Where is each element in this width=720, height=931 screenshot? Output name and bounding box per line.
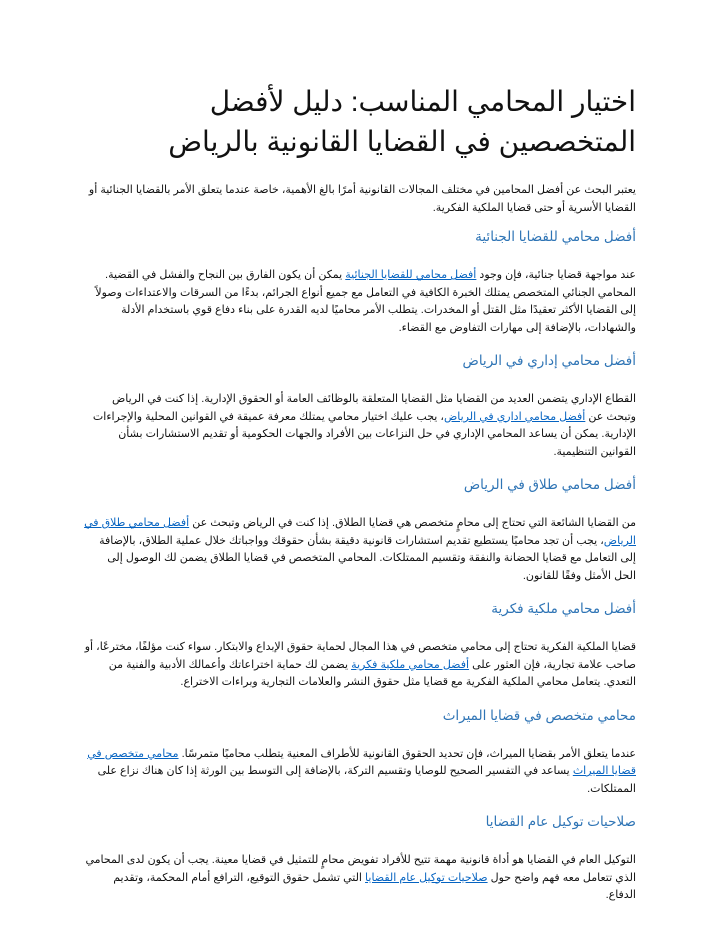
section-administrative-lawyer bbox=[84, 351, 636, 461]
paragraph-text: من القضايا الشائعة التي تحتاج إلى محامٍ متخصص هي قضايا الطلاق. إذا كنت في الرياض وتبحث عن bbox=[189, 517, 636, 529]
section-paragraph bbox=[84, 639, 636, 692]
divorce-lawyer-link[interactable]: أفضل محامي طلاق في الرياض bbox=[84, 517, 636, 547]
section-paragraph bbox=[84, 852, 636, 905]
paragraph-text: عندما يتعلق الأمر بقضايا الميراث، فإن تحديد الحقوق القانونية للأطراف المعنية يتطلب محاميًا متمرسًا. bbox=[178, 747, 636, 760]
section-power-of-attorney bbox=[84, 812, 636, 905]
section-heading: أفضل محامي للقضايا الجنائية bbox=[475, 229, 636, 244]
paragraph-text: القطاع الإداري يتضمن العديد من القضايا مثل القضايا المتعلقة بالوظائف العامة أو الحقوق الإدارية. إذا كنت في الرياض وتبحث عن bbox=[111, 393, 636, 423]
document-title: اختيار المحامي المناسب: دليل لأفضل المتخصصين في القضايا القانونية بالرياض bbox=[168, 86, 636, 157]
power-of-attorney-link[interactable]: صلاحيات توكيل عام القضايا bbox=[365, 871, 488, 884]
section-heading: صلاحيات توكيل عام القضايا bbox=[485, 814, 636, 829]
section-ip-lawyer bbox=[84, 599, 636, 692]
section-heading: أفضل محامي ملكية فكرية bbox=[491, 601, 636, 616]
section-paragraph bbox=[84, 746, 636, 799]
administrative-lawyer-link[interactable]: أفضل محامي اداري في الرياض bbox=[443, 410, 586, 423]
paragraph-text: التي تشمل حقوق التوقيع، الترافع أمام المحكمة، وتقديم الدفاع. bbox=[113, 871, 636, 901]
paragraph-text: ، يجب عليك اختيار محامي يمتلك معرفة عميقة في القوانين المحلية والإجراءات الإدارية. يمكن أن يساعد المحامي الإداري في حل النزاعات بين الأفراد والجهات الحكومية أو تقديم الاستشارات بشأن القوانين التنظيمية. bbox=[92, 410, 636, 458]
section-paragraph bbox=[84, 391, 636, 461]
section-divorce-lawyer bbox=[84, 475, 636, 585]
paragraph-text: قضايا الملكية الفكرية تحتاج إلى محامي متخصص في هذا المجال لحماية حقوق الإبداع والابتكار. سواء كنت مؤلفًا، مخترعًا، أو صاحب علامة تجارية، فإن العثور على bbox=[84, 641, 636, 671]
criminal-lawyer-link[interactable]: أفضل محامي للقضايا الجنائية bbox=[345, 269, 477, 281]
ip-lawyer-link[interactable]: أفضل محامي ملكية فكرية bbox=[351, 658, 470, 671]
section-heading: أفضل محامي طلاق في الرياض bbox=[463, 477, 636, 492]
inheritance-lawyer-link[interactable]: محامي متخصص في قضايا الميراث bbox=[87, 747, 636, 777]
section-criminal-lawyer bbox=[84, 227, 636, 337]
section-heading: أفضل محامي إداري في الرياض bbox=[462, 353, 636, 368]
section-inheritance-lawyer bbox=[84, 706, 636, 799]
section-paragraph bbox=[84, 515, 636, 585]
paragraph-text: يمكن أن يكون الفارق بين النجاح والفشل في القضية. المحامي الجنائي المتخصص يمتلك الخبرة الكافية في التعامل مع جميع أنواع الجرائم، بدءًا من السرقات والاعتداءات وصولاً إلى القضايا الأكثر تعقيدًا مثل القتل أو المخدرات. يتطلب الأمر محاميًا لديه القدرة على بناء دفاع قوي باستخدام الأدلة والشهادات، بالإضافة إلى مهارات التفاوض مع القضاء. bbox=[95, 269, 636, 334]
paragraph-text: التوكيل العام في القضايا هو أداة قانونية مهمة تتيح للأفراد تفويض محامٍ للتمثيل في قضايا معينة. يجب أن يكون لدى المحامي الذي تتعامل معه فهم واضح حول bbox=[85, 854, 636, 884]
paragraph-text: يضمن لك حماية اختراعاتك وأعمالك الأدبية والفنية من التعدي. يتعامل محامي الملكية الفكرية مع قضايا مثل حقوق النشر والعلامات التجارية وبراءات الاختراع. bbox=[108, 658, 636, 688]
paragraph-text: عند مواجهة قضايا جنائية، فإن وجود bbox=[476, 269, 636, 281]
intro-paragraph: يعتبر البحث عن أفضل المحامين في مختلف المجالات القانونية أمرًا بالغ الأهمية، خاصة عندما يتعلق الأمر بالقضايا الجنائية أو القضايا الأسرية أو حتى قضايا الملكية الفكرية. bbox=[88, 184, 636, 214]
section-paragraph bbox=[84, 267, 636, 337]
paragraph-text: يساعد في التفسير الصحيح للوصايا وتقسيم التركة، بالإضافة إلى التوسط بين الورثة إذا كان هناك نزاع على الممتلكات. bbox=[97, 765, 636, 795]
section-heading: محامي متخصص في قضايا الميراث bbox=[442, 707, 636, 723]
paragraph-text: ، يجب أن تجد محاميًا يستطيع تقديم استشارات قانونية دقيقة بشأن حقوقك وواجباتك خلال عملية الطلاق، بالإضافة إلى التعامل مع قضايا الحضانة والنفقة وتقسيم الممتلكات. المحامي المتخصص في قضايا الطلاق يضمن لك الوصول إلى الحل الأمثل وفقًا للقانون. bbox=[99, 534, 636, 582]
